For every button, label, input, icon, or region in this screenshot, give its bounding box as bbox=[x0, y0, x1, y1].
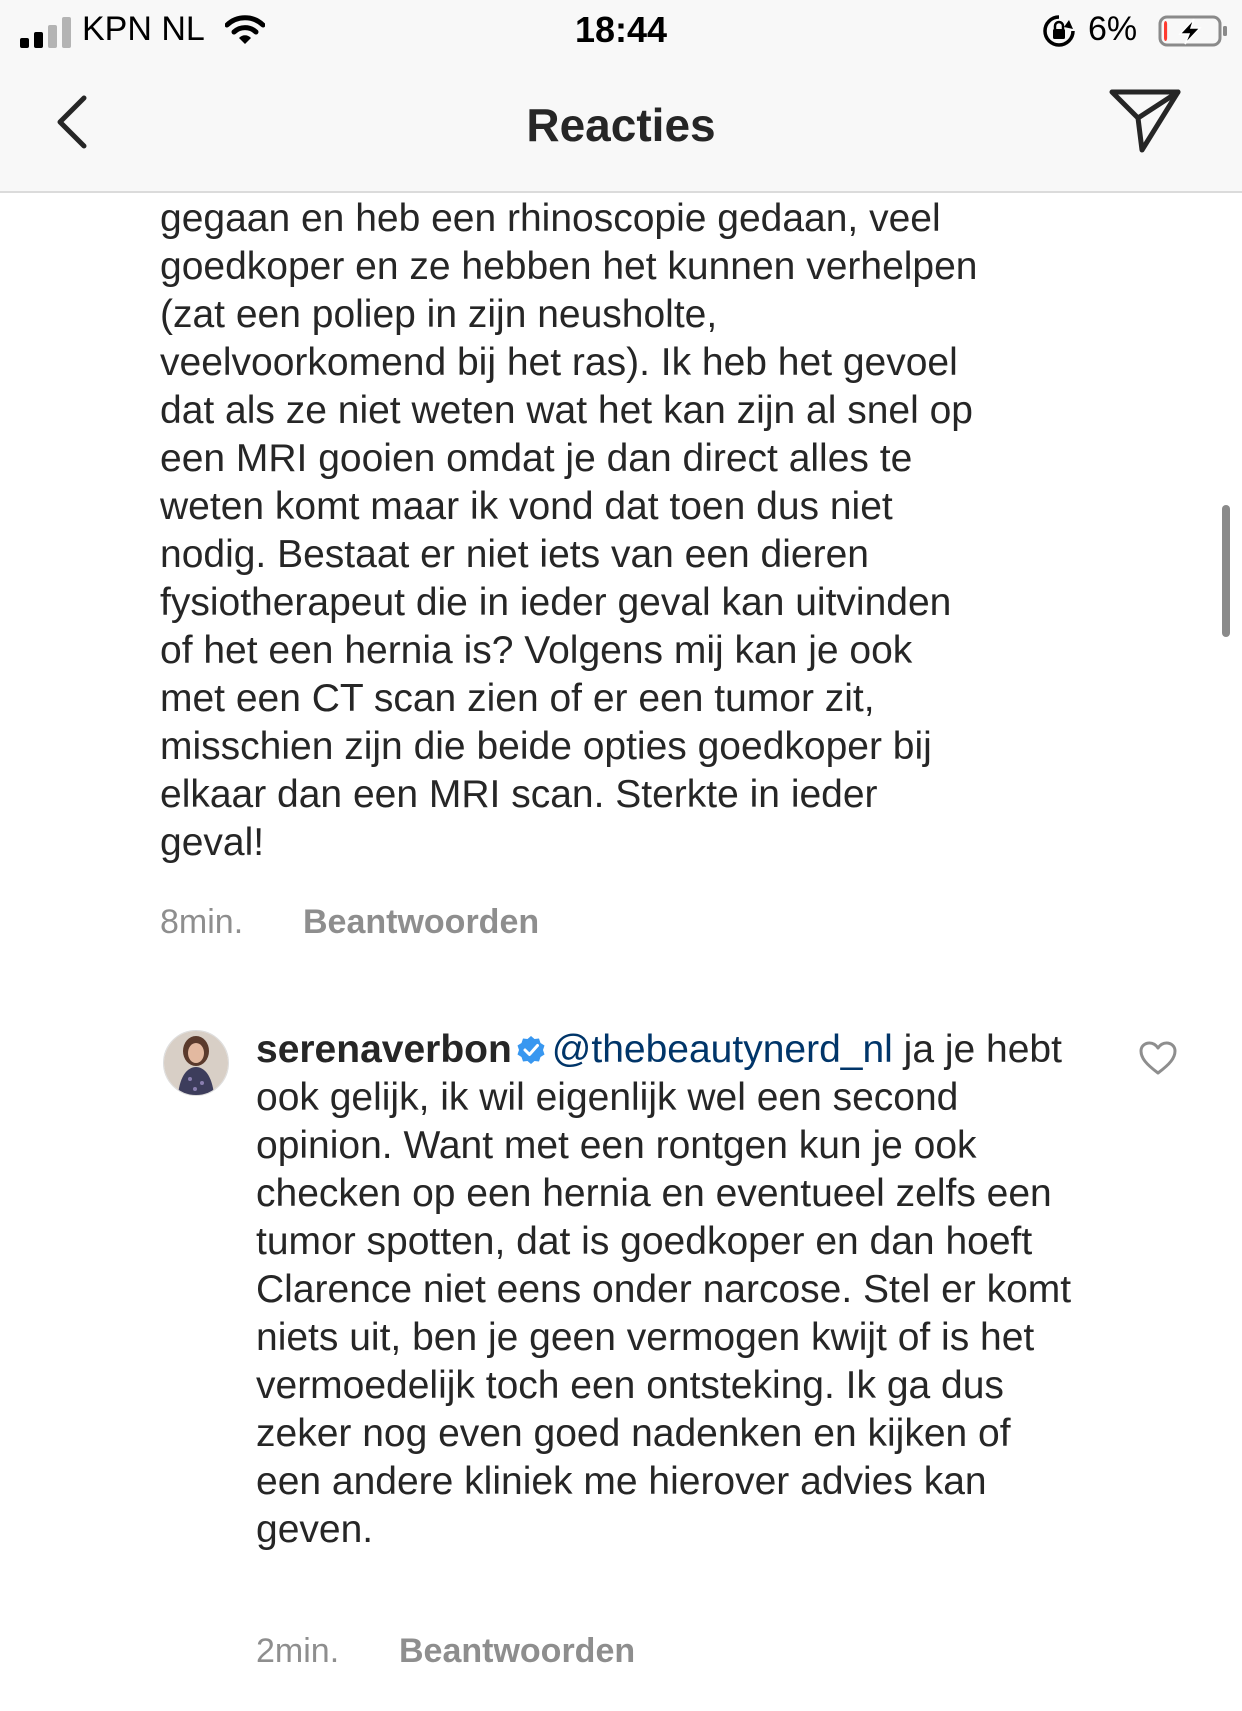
comment-text: gegaan en heb een rhinoscopie gedaan, veel goedkoper en ze hebben het kunnen verhelpen (zat een poliep in zijn neusholte, veelvoorkomend bij het ras). Ik heb het gevoel dat als ze niet weten wat het kan zijn al snel op een MRI gooien omdat je dan direct alles te weten komt maar ik vond dat toen dus niet nodig. Bestaat er niet iets van een dieren fysiotherapeut die in ieder geval kan uitvinden of het een hernia is? Volgens mij kan je ook met een CT scan zien of er een tumor zit, misschien zijn die beide opties goedkoper bij elkaar dan een MRI scan. Sterkte in ieder geval! bbox=[160, 197, 978, 864]
avatar[interactable] bbox=[163, 1030, 229, 1096]
verified-badge-icon bbox=[516, 1035, 546, 1065]
comments-list bbox=[0, 193, 1242, 1711]
reply-button[interactable]: Beantwoorden bbox=[303, 903, 540, 941]
comment-body bbox=[256, 1026, 1086, 1554]
charging-bolt-icon bbox=[1180, 19, 1200, 44]
mention-link[interactable]: @thebeautynerd_nl bbox=[551, 1028, 893, 1071]
scrollbar[interactable] bbox=[1222, 505, 1230, 637]
comment-username[interactable]: serenaverbon bbox=[256, 1028, 512, 1071]
comment-time: 8min. bbox=[160, 903, 244, 941]
comment-time: 2min. bbox=[256, 1632, 340, 1670]
heart-outline-icon[interactable] bbox=[1138, 1040, 1178, 1076]
page-title: Reacties bbox=[526, 99, 716, 151]
reply-button[interactable]: Beantwoorden bbox=[399, 1632, 636, 1670]
navigation-header bbox=[0, 62, 1242, 193]
carrier-name: KPN NL bbox=[82, 10, 205, 48]
status-time: 18:44 bbox=[574, 9, 668, 50]
status-bar bbox=[0, 0, 1242, 62]
comment-text: ja je hebt ook gelijk, ik wil eigenlijk wel een second opinion. Want met een rontgen kun je ook checken op een hernia en eventueel zelfs een tumor spotten, dat is goedkoper en dan hoeft Clarence niet eens onder narcose. Stel er komt niets uit, ben je geen vermogen kwijt of is het vermoedelijk toch een ontsteking. Ik ga dus zeker nog even goed nadenken en kijken of een andere kliniek me hierover advies kan geven. bbox=[256, 1028, 1072, 1551]
orientation-lock-icon bbox=[1042, 14, 1076, 48]
paper-plane-icon[interactable] bbox=[1108, 88, 1182, 154]
battery-percent: 6% bbox=[1088, 10, 1138, 48]
avatar-image bbox=[164, 1031, 228, 1095]
battery-icon bbox=[1158, 14, 1230, 48]
